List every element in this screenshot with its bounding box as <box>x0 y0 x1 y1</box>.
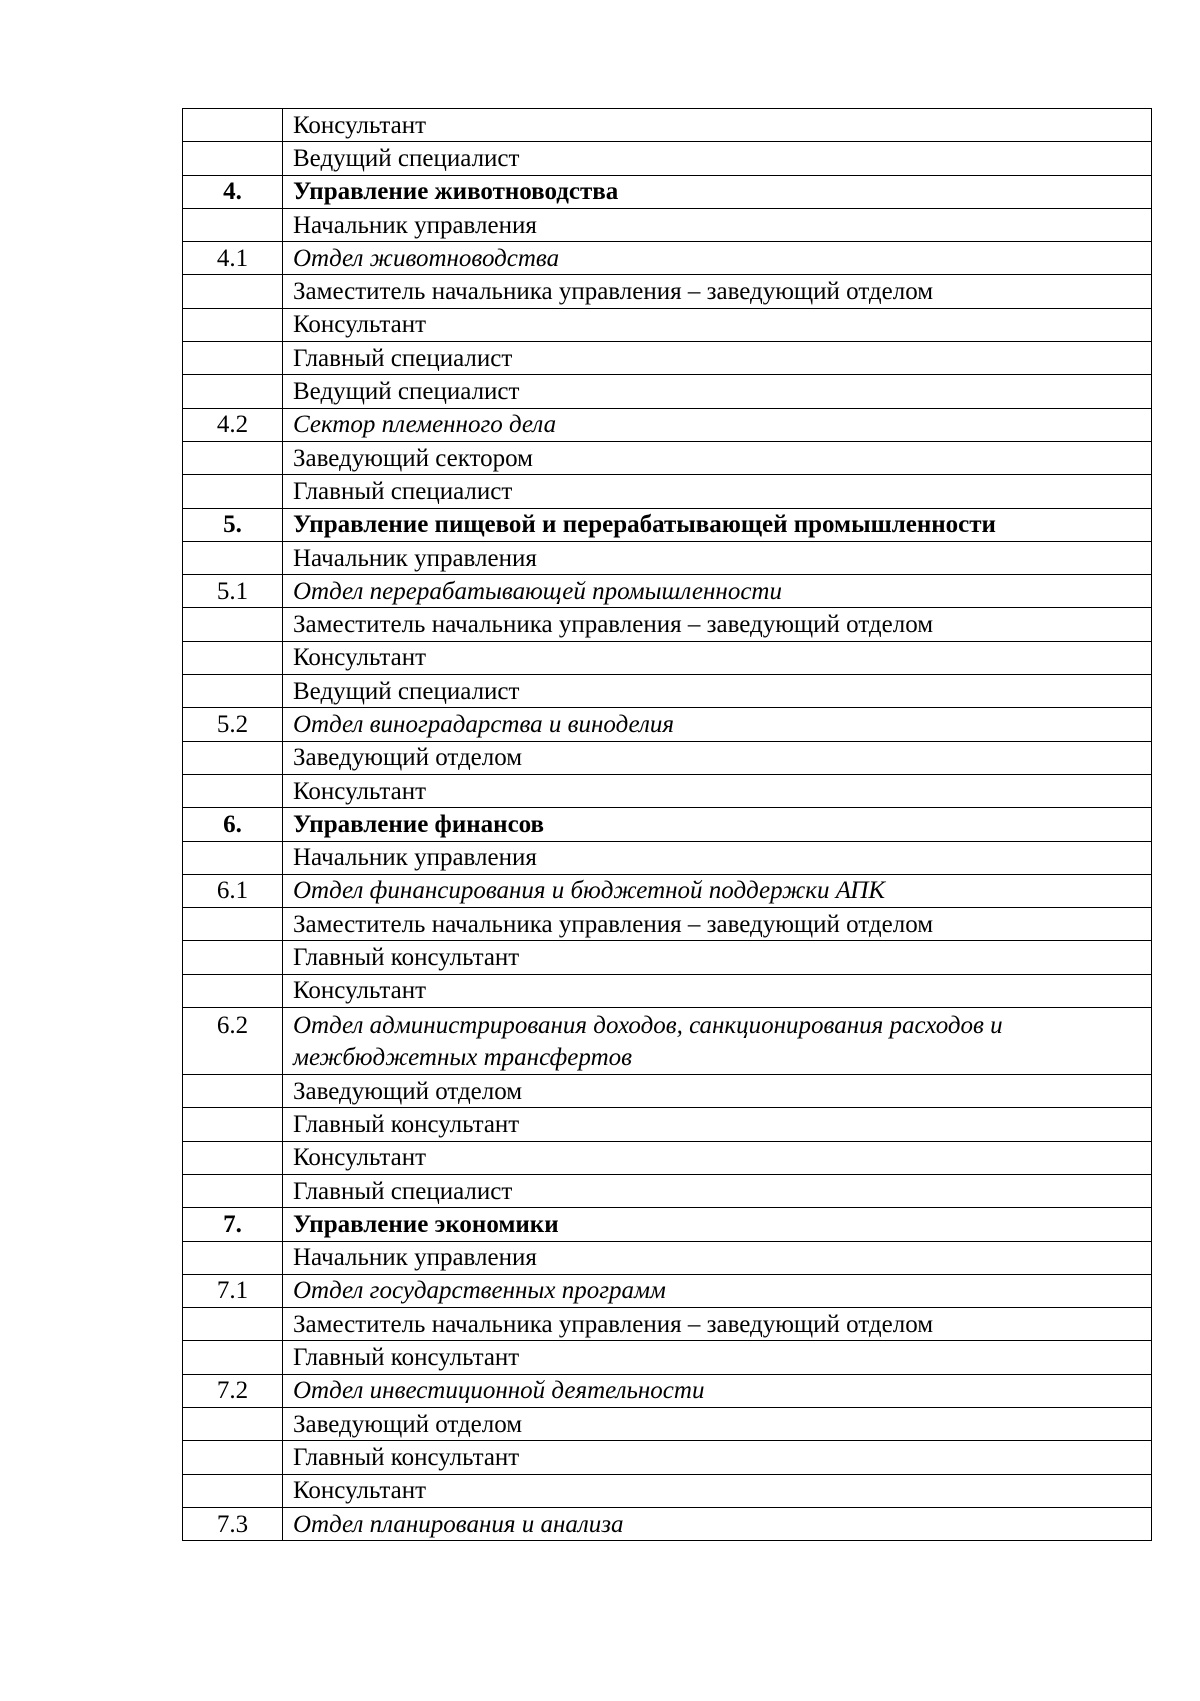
row-number: 5. <box>183 508 283 541</box>
row-number <box>183 475 283 508</box>
row-number <box>183 1241 283 1274</box>
row-number: 6. <box>183 808 283 841</box>
row-number <box>183 142 283 175</box>
row-number <box>183 641 283 674</box>
section-row <box>183 808 1152 841</box>
position-title: Ведущий специалист <box>283 375 1152 408</box>
position-title: Заместитель начальника управления – заведующий отделом <box>283 608 1152 641</box>
position-title: Консультант <box>283 308 1152 341</box>
position-row <box>183 608 1152 641</box>
row-number: 4. <box>183 175 283 208</box>
row-number <box>183 1174 283 1207</box>
position-row <box>183 1308 1152 1341</box>
position-row <box>183 841 1152 874</box>
row-number: 7. <box>183 1208 283 1241</box>
position-title: Консультант <box>283 1141 1152 1174</box>
section-title: Управление пищевой и перерабатывающей промышленности <box>283 508 1152 541</box>
subsection-row <box>183 1507 1152 1540</box>
position-title: Главный специалист <box>283 1174 1152 1207</box>
row-number <box>183 342 283 375</box>
row-number <box>183 774 283 807</box>
position-title: Начальник управления <box>283 841 1152 874</box>
position-row <box>183 1441 1152 1474</box>
row-number <box>183 208 283 241</box>
subsection-title: Отдел администрирования доходов, санкционирования расходов и межбюджетных трансфертов <box>283 1008 1152 1075</box>
position-title: Консультант <box>283 641 1152 674</box>
section-title: Управление финансов <box>283 808 1152 841</box>
position-row <box>183 275 1152 308</box>
position-row <box>183 109 1152 142</box>
section-title: Управление экономики <box>283 1208 1152 1241</box>
subsection-title: Отдел виноградарства и виноделия <box>283 708 1152 741</box>
row-number <box>183 1441 283 1474</box>
row-number: 7.3 <box>183 1507 283 1540</box>
section-row <box>183 1208 1152 1241</box>
staff-structure-table-body <box>183 109 1152 1541</box>
subsection-row <box>183 408 1152 441</box>
position-row <box>183 741 1152 774</box>
row-number: 5.1 <box>183 575 283 608</box>
subsection-row <box>183 708 1152 741</box>
position-row <box>183 441 1152 474</box>
position-title: Консультант <box>283 109 1152 142</box>
row-number <box>183 941 283 974</box>
row-number <box>183 375 283 408</box>
position-row <box>183 1075 1152 1108</box>
row-number <box>183 275 283 308</box>
position-row <box>183 1341 1152 1374</box>
subsection-row <box>183 1274 1152 1307</box>
position-title: Заведующий сектором <box>283 441 1152 474</box>
subsection-title: Сектор племенного дела <box>283 408 1152 441</box>
row-number <box>183 741 283 774</box>
row-number: 4.2 <box>183 408 283 441</box>
row-number <box>183 1141 283 1174</box>
row-number <box>183 1407 283 1440</box>
row-number <box>183 1075 283 1108</box>
position-row <box>183 142 1152 175</box>
row-number <box>183 841 283 874</box>
position-row <box>183 1241 1152 1274</box>
position-row <box>183 908 1152 941</box>
position-title: Ведущий специалист <box>283 142 1152 175</box>
position-row <box>183 1407 1152 1440</box>
subsection-row <box>183 1374 1152 1407</box>
position-title: Ведущий специалист <box>283 675 1152 708</box>
position-title: Главный консультант <box>283 941 1152 974</box>
subsection-title: Отдел финансирования и бюджетной поддержки АПК <box>283 874 1152 907</box>
position-row <box>183 974 1152 1007</box>
position-title: Заведующий отделом <box>283 1075 1152 1108</box>
row-number <box>183 441 283 474</box>
position-row <box>183 375 1152 408</box>
position-title: Главный консультант <box>283 1441 1152 1474</box>
position-row <box>183 1474 1152 1507</box>
row-number <box>183 1474 283 1507</box>
position-row <box>183 1174 1152 1207</box>
position-title: Начальник управления <box>283 208 1152 241</box>
subsection-row <box>183 242 1152 275</box>
position-title: Главный специалист <box>283 342 1152 375</box>
position-row <box>183 208 1152 241</box>
subsection-title: Отдел планирования и анализа <box>283 1507 1152 1540</box>
row-number <box>183 1308 283 1341</box>
row-number <box>183 109 283 142</box>
subsection-title: Отдел животноводства <box>283 242 1152 275</box>
row-number <box>183 308 283 341</box>
section-title: Управление животноводства <box>283 175 1152 208</box>
position-title: Консультант <box>283 1474 1152 1507</box>
row-number: 6.2 <box>183 1008 283 1075</box>
position-row <box>183 308 1152 341</box>
row-number <box>183 608 283 641</box>
row-number <box>183 974 283 1007</box>
position-title: Главный консультант <box>283 1341 1152 1374</box>
row-number <box>183 541 283 574</box>
row-number <box>183 908 283 941</box>
position-row <box>183 941 1152 974</box>
position-title: Главный специалист <box>283 475 1152 508</box>
row-number: 4.1 <box>183 242 283 275</box>
position-row <box>183 541 1152 574</box>
position-row <box>183 641 1152 674</box>
position-title: Начальник управления <box>283 1241 1152 1274</box>
section-row <box>183 508 1152 541</box>
position-title: Начальник управления <box>283 541 1152 574</box>
position-row <box>183 774 1152 807</box>
position-title: Главный консультант <box>283 1108 1152 1141</box>
subsection-row <box>183 575 1152 608</box>
position-row <box>183 1108 1152 1141</box>
subsection-title: Отдел перерабатывающей промышленности <box>283 575 1152 608</box>
row-number: 7.2 <box>183 1374 283 1407</box>
position-title: Консультант <box>283 774 1152 807</box>
row-number <box>183 1341 283 1374</box>
section-row <box>183 175 1152 208</box>
row-number: 5.2 <box>183 708 283 741</box>
position-title: Заведующий отделом <box>283 741 1152 774</box>
position-title: Заместитель начальника управления – заведующий отделом <box>283 1308 1152 1341</box>
staff-structure-table <box>182 108 1152 1541</box>
position-row <box>183 475 1152 508</box>
position-title: Заведующий отделом <box>283 1407 1152 1440</box>
position-title: Заместитель начальника управления – заведующий отделом <box>283 908 1152 941</box>
subsection-title: Отдел государственных программ <box>283 1274 1152 1307</box>
position-row <box>183 342 1152 375</box>
subsection-title: Отдел инвестиционной деятельности <box>283 1374 1152 1407</box>
position-title: Консультант <box>283 974 1152 1007</box>
row-number: 6.1 <box>183 874 283 907</box>
row-number: 7.1 <box>183 1274 283 1307</box>
position-row <box>183 675 1152 708</box>
subsection-row <box>183 874 1152 907</box>
row-number <box>183 1108 283 1141</box>
position-row <box>183 1141 1152 1174</box>
subsection-row <box>183 1008 1152 1075</box>
row-number <box>183 675 283 708</box>
position-title: Заместитель начальника управления – заведующий отделом <box>283 275 1152 308</box>
